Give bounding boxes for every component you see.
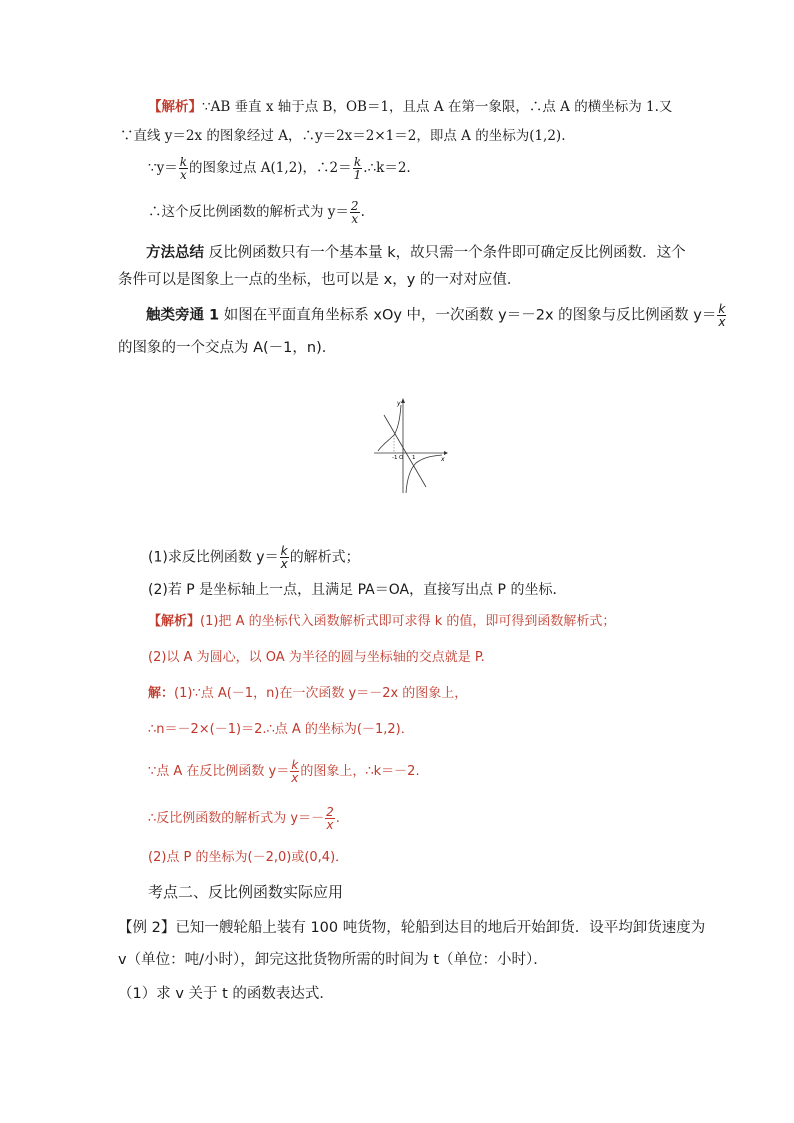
fraction-2-over-x: $\frac{2}{x}$ <box>326 805 334 832</box>
fraction-2-over-x: $\frac{2}{x}$ <box>350 199 359 226</box>
method-summary-line-2: 条件可以是图象上一点的坐标，也可以是 x，y 的一对对应值． <box>118 272 522 288</box>
tick-label-neg1: -1 <box>392 455 398 461</box>
fraction-k-over-x: $\frac{k}{x}$ <box>291 758 299 785</box>
solution-line-1 <box>148 97 672 117</box>
x-axis-arrow <box>444 451 448 455</box>
exercise-1-line-1: 触类旁通 1 如图在平面直角坐标系 xOy 中，一次函数 y＝－2x 的图象与反比例函数 y＝ $\frac{k}{x}$ <box>146 302 726 329</box>
x-axis-label: x <box>441 456 445 463</box>
fraction-k-over-1: $\frac{k}{1}$ <box>353 155 362 182</box>
question-2: (2)若 P 是坐标轴上一点，且满足 PA＝OA，直接写出点 P 的坐标． <box>148 582 567 598</box>
example-2-line-2: v（单位：吨/小时），卸完这批货物所需的时间为 t（单位：小时）． <box>118 952 548 968</box>
question-1: (1)求反比例函数 y＝ $\frac{k}{x}$ 的解析式； <box>148 544 360 571</box>
solution-step-1: 解：(1)∵点 A(－1，n)在一次函数 y＝－2x 的图象上， <box>148 686 468 701</box>
fraction-k-over-x: $\frac{k}{x}$ <box>718 302 726 329</box>
solution-step-2: ∴n＝－2×(－1)＝2.∴点 A 的坐标为(－1,2)． <box>148 722 414 737</box>
y-axis-label: y <box>397 400 401 407</box>
analysis-tag: 【解析】 <box>148 614 201 629</box>
fraction-k-over-x: $\frac{k}{x}$ <box>179 155 187 182</box>
section-heading: 考点二、反比例函数实际应用 <box>148 883 344 901</box>
coordinate-figure <box>370 395 450 495</box>
solution-line-2: ∵直线 y＝2x 的图象经过 A，∴y＝2x＝2×1＝2，即点 A 的坐标为(1,2). <box>120 128 566 144</box>
analysis-tag: 【解析】 <box>148 99 202 115</box>
solution-line-3: ∵y＝ $\frac{k}{x}$ 的图象过点 A(1,2)，∴2＝ $\frac{k}{1}$ .∴k＝2. <box>148 155 411 182</box>
solution-step-5: (2)点 P 的坐标为(－2,0)或(0,4)． <box>148 850 349 865</box>
solution-text: ∵AB 垂直 x 轴于点 B，OB＝1，且点 A 在第一象限，∴点 A 的横坐标为 1.又 <box>202 99 673 115</box>
exercise-1-line-2: 的图象的一个交点为 A(－1，n)． <box>118 340 337 356</box>
analysis-line-2: (2)以 A 为圆心，以 OA 为半径的圆与坐标轴的交点就是 P. <box>148 650 485 665</box>
exercise-1-title: 触类旁通 1 <box>146 307 220 324</box>
example-2-line-3: （1）求 v 关于 t 的函数表达式． <box>118 986 334 1002</box>
solution-step-4: ∴反比例函数的解析式为 y＝－ $\frac{2}{x}$ . <box>148 805 340 832</box>
solution-tag: 解： <box>148 686 175 701</box>
method-summary-line-1: 方法总结 反比例函数只有一个基本量 k，故只需一个条件即可确定反比例函数．这个 <box>146 245 686 261</box>
origin-label: O <box>399 455 404 461</box>
hyperbola-branch-upper-left <box>378 405 401 451</box>
solution-step-3: ∵点 A 在反比例函数 y＝ $\frac{k}{x}$ 的图象上，∴k＝－2. <box>148 758 420 785</box>
method-summary-title: 方法总结 <box>146 245 204 261</box>
analysis-line-1: 【解析】(1)把 A 的坐标代入函数解析式即可求得 k 的值，即可得到函数解析式； <box>148 614 616 629</box>
linear-function-line <box>384 415 426 487</box>
example-2-line-1: 【例 2】已知一艘轮船上装有 100 吨货物，轮船到达目的地后开始卸货．设平均卸货速度为 <box>118 920 706 936</box>
solution-line-4: ∴这个反比例函数的解析式为 y＝ $\frac{2}{x}$ . <box>148 199 365 226</box>
tick-label-1: 1 <box>412 455 416 461</box>
fraction-k-over-x: $\frac{k}{x}$ <box>280 544 288 571</box>
y-axis-arrow <box>401 398 405 403</box>
